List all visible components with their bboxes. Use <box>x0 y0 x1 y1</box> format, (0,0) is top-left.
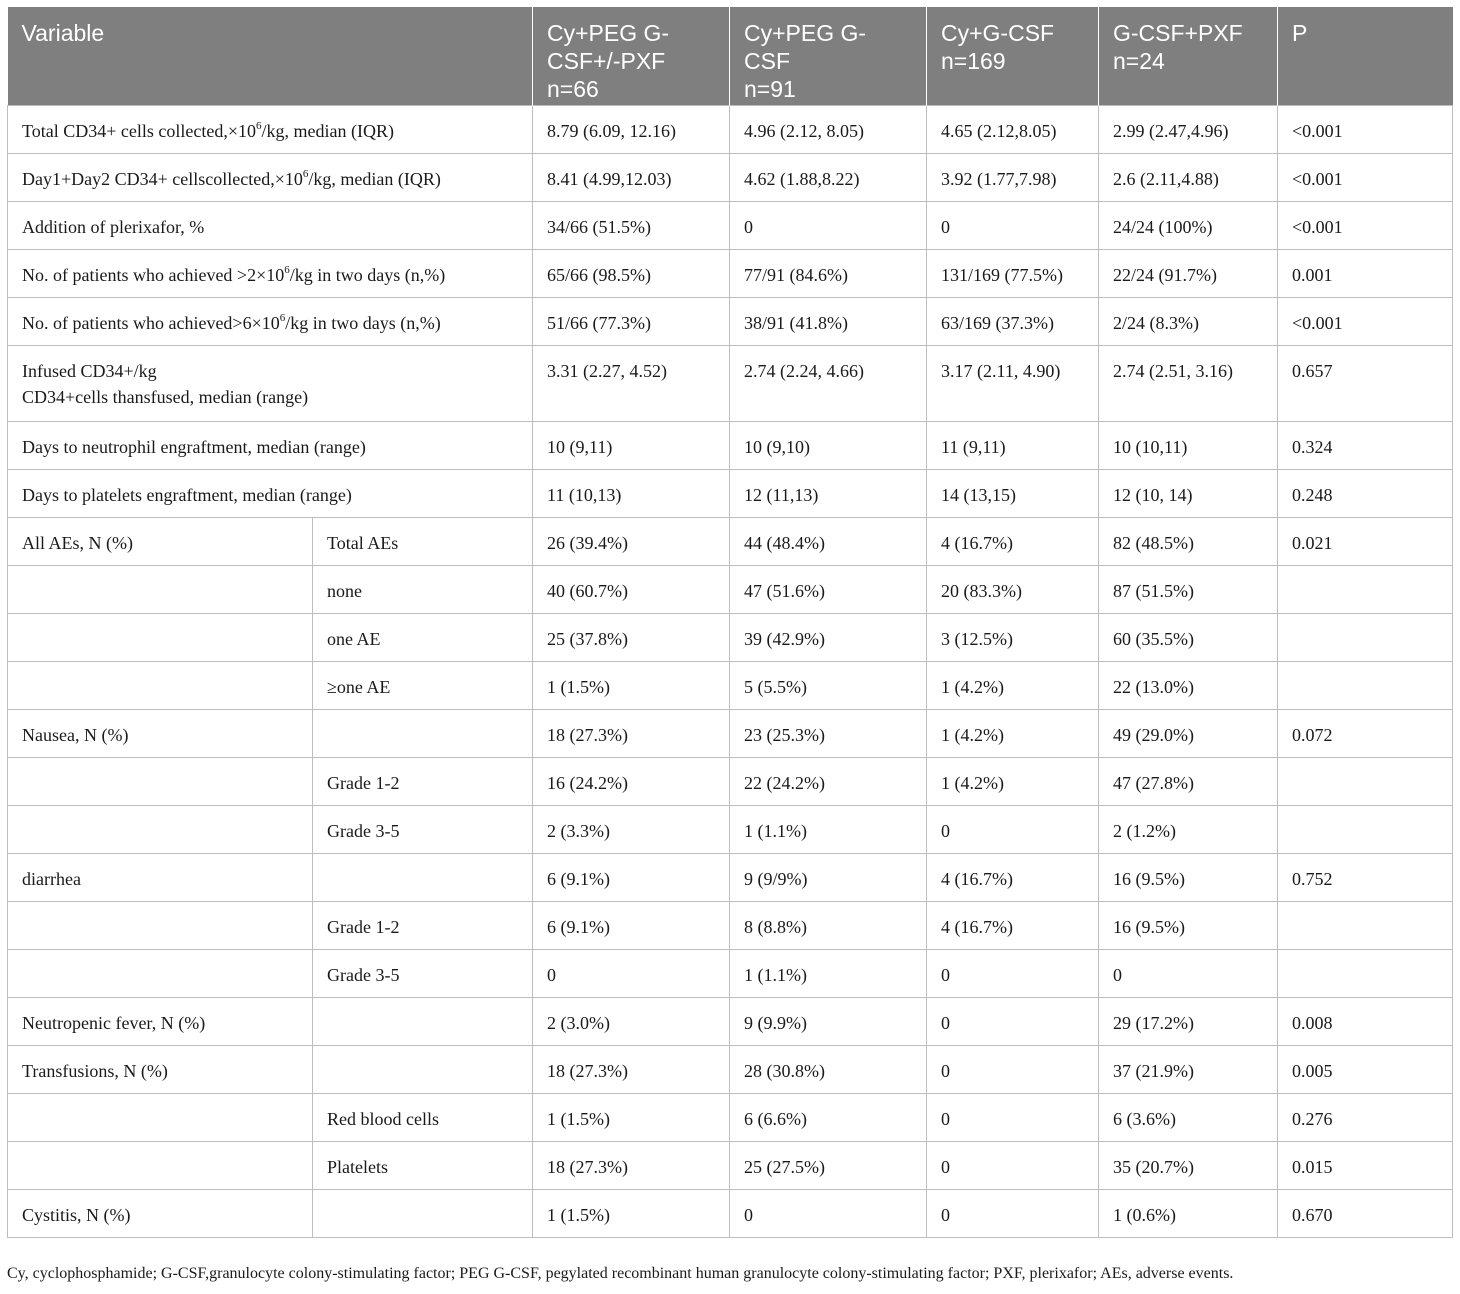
variable-cell <box>8 661 313 709</box>
gcsf-pxf-cell: 87 (51.5%) <box>1099 565 1278 613</box>
cy-gcsf-cell: 1 (4.2%) <box>927 757 1099 805</box>
variable-label: All AEs, N (%) <box>22 532 133 553</box>
variable-cell <box>8 469 533 517</box>
results-table <box>7 7 1453 1238</box>
table-row <box>8 1093 1453 1141</box>
variable-cell <box>8 153 533 201</box>
table-row <box>8 709 1453 757</box>
column-header: Cy+G-CSF n=169 <box>927 7 1099 105</box>
gcsf-pxf-cell: 1 (0.6%) <box>1099 1189 1278 1237</box>
gcsf-pxf-cell: 22 (13.0%) <box>1099 661 1278 709</box>
cy-peg-gcsf-pxf-cell: 26 (39.4%) <box>533 517 730 565</box>
gcsf-pxf-cell: 10 (10,11) <box>1099 421 1278 469</box>
cy-peg-gcsf-pxf-cell: 18 (27.3%) <box>533 1141 730 1189</box>
variable-label-suffix: /kg in two days (n,%) <box>289 264 446 285</box>
table-row <box>8 297 1453 345</box>
p-value-cell: 0.072 <box>1278 709 1453 757</box>
subcategory-cell: none <box>313 565 533 613</box>
cy-gcsf-cell: 3 (12.5%) <box>927 613 1099 661</box>
cy-peg-gcsf-cell: 9 (9/9%) <box>730 853 927 901</box>
variable-cell <box>8 345 533 421</box>
variable-label: No. of patients who achieved>6×10 <box>22 312 280 333</box>
cy-gcsf-cell: 4 (16.7%) <box>927 517 1099 565</box>
p-value-cell: <0.001 <box>1278 201 1453 249</box>
column-header: Variable <box>8 7 533 105</box>
p-value-cell <box>1278 901 1453 949</box>
table-row <box>8 997 1453 1045</box>
cy-peg-gcsf-cell: 10 (9,10) <box>730 421 927 469</box>
p-value-cell <box>1278 757 1453 805</box>
variable-label: Days to platelets engraftment, median (range) <box>22 484 352 505</box>
column-header: G-CSF+PXF n=24 <box>1099 7 1278 105</box>
cy-peg-gcsf-pxf-cell: 1 (1.5%) <box>533 1093 730 1141</box>
cy-peg-gcsf-pxf-cell: 8.41 (4.99,12.03) <box>533 153 730 201</box>
column-header: Cy+PEG G- CSF+/-PXF n=66 <box>533 7 730 105</box>
cy-peg-gcsf-pxf-cell: 6 (9.1%) <box>533 901 730 949</box>
gcsf-pxf-cell: 2 (1.2%) <box>1099 805 1278 853</box>
subcategory-cell: Grade 3-5 <box>313 949 533 997</box>
subcategory-cell <box>313 1045 533 1093</box>
table-row <box>8 153 1453 201</box>
cy-peg-gcsf-cell: 39 (42.9%) <box>730 613 927 661</box>
p-value-cell: 0.324 <box>1278 421 1453 469</box>
table-row <box>8 469 1453 517</box>
p-value-cell: 0.248 <box>1278 469 1453 517</box>
p-value-cell <box>1278 661 1453 709</box>
cy-gcsf-cell: 14 (13,15) <box>927 469 1099 517</box>
gcsf-pxf-cell: 29 (17.2%) <box>1099 997 1278 1045</box>
cy-peg-gcsf-pxf-cell: 1 (1.5%) <box>533 661 730 709</box>
gcsf-pxf-cell: 49 (29.0%) <box>1099 709 1278 757</box>
variable-label: Total CD34+ cells collected,×10 <box>22 120 256 141</box>
cy-gcsf-cell: 3.17 (2.11, 4.90) <box>927 345 1099 421</box>
table-row <box>8 345 1453 421</box>
cy-peg-gcsf-cell: 0 <box>730 201 927 249</box>
table-row <box>8 901 1453 949</box>
variable-cell <box>8 297 533 345</box>
variable-cell <box>8 517 313 565</box>
table-row <box>8 249 1453 297</box>
cy-peg-gcsf-pxf-cell: 2 (3.0%) <box>533 997 730 1045</box>
table-row <box>8 1189 1453 1237</box>
cy-gcsf-cell: 3.92 (1.77,7.98) <box>927 153 1099 201</box>
gcsf-pxf-cell: 82 (48.5%) <box>1099 517 1278 565</box>
gcsf-pxf-cell: 12 (10, 14) <box>1099 469 1278 517</box>
p-value-cell <box>1278 613 1453 661</box>
superscript-exponent: 6 <box>255 119 262 132</box>
gcsf-pxf-cell: 6 (3.6%) <box>1099 1093 1278 1141</box>
gcsf-pxf-cell: 37 (21.9%) <box>1099 1045 1278 1093</box>
variable-label: diarrhea <box>22 868 81 889</box>
cy-peg-gcsf-cell: 1 (1.1%) <box>730 949 927 997</box>
variable-cell <box>8 709 313 757</box>
variable-label-suffix: /kg, median (IQR) <box>308 168 441 189</box>
variable-label: Days to neutrophil engraftment, median (range) <box>22 436 366 457</box>
p-value-cell <box>1278 805 1453 853</box>
cy-peg-gcsf-cell: 12 (11,13) <box>730 469 927 517</box>
cy-peg-gcsf-pxf-cell: 11 (10,13) <box>533 469 730 517</box>
cy-gcsf-cell: 0 <box>927 805 1099 853</box>
cy-peg-gcsf-pxf-cell: 8.79 (6.09, 12.16) <box>533 105 730 153</box>
variable-cell <box>8 613 313 661</box>
variable-label-suffix: /kg in two days (n,%) <box>285 312 441 333</box>
cy-peg-gcsf-cell: 23 (25.3%) <box>730 709 927 757</box>
cy-peg-gcsf-cell: 25 (27.5%) <box>730 1141 927 1189</box>
cy-peg-gcsf-pxf-cell: 18 (27.3%) <box>533 1045 730 1093</box>
cy-gcsf-cell: 131/169 (77.5%) <box>927 249 1099 297</box>
cy-peg-gcsf-cell: 6 (6.6%) <box>730 1093 927 1141</box>
variable-cell <box>8 1093 313 1141</box>
cy-gcsf-cell: 4 (16.7%) <box>927 901 1099 949</box>
subcategory-cell: Grade 3-5 <box>313 805 533 853</box>
table-row <box>8 661 1453 709</box>
variable-label: Infused CD34+/kg CD34+cells thansfused, median (range) <box>22 360 309 407</box>
cy-peg-gcsf-cell: 4.62 (1.88,8.22) <box>730 153 927 201</box>
subcategory-cell <box>313 997 533 1045</box>
p-value-cell <box>1278 565 1453 613</box>
variable-label: Addition of plerixafor, % <box>22 216 205 237</box>
cy-gcsf-cell: 0 <box>927 1045 1099 1093</box>
variable-cell <box>8 901 313 949</box>
cy-gcsf-cell: 63/169 (37.3%) <box>927 297 1099 345</box>
variable-label: Neutropenic fever, N (%) <box>22 1012 206 1033</box>
p-value-cell: 0.752 <box>1278 853 1453 901</box>
variable-cell <box>8 105 533 153</box>
table-row <box>8 1141 1453 1189</box>
subcategory-cell <box>313 1189 533 1237</box>
p-value-cell: 0.005 <box>1278 1045 1453 1093</box>
variable-cell <box>8 949 313 997</box>
table-body <box>8 105 1453 1237</box>
cy-gcsf-cell: 0 <box>927 1189 1099 1237</box>
cy-peg-gcsf-cell: 8 (8.8%) <box>730 901 927 949</box>
p-value-cell: <0.001 <box>1278 297 1453 345</box>
subcategory-cell: Platelets <box>313 1141 533 1189</box>
superscript-exponent: 6 <box>284 263 290 276</box>
cy-peg-gcsf-cell: 28 (30.8%) <box>730 1045 927 1093</box>
cy-gcsf-cell: 0 <box>927 1141 1099 1189</box>
cy-peg-gcsf-cell: 4.96 (2.12, 8.05) <box>730 105 927 153</box>
cy-peg-gcsf-cell: 0 <box>730 1189 927 1237</box>
variable-cell <box>8 1045 313 1093</box>
subcategory-cell: ≥one AE <box>313 661 533 709</box>
variable-cell <box>8 997 313 1045</box>
cy-gcsf-cell: 0 <box>927 201 1099 249</box>
variable-label: Transfusions, N (%) <box>22 1060 168 1081</box>
gcsf-pxf-cell: 35 (20.7%) <box>1099 1141 1278 1189</box>
subcategory-cell: Grade 1-2 <box>313 901 533 949</box>
p-value-cell: 0.001 <box>1278 249 1453 297</box>
cy-gcsf-cell: 4 (16.7%) <box>927 853 1099 901</box>
p-value-cell: 0.008 <box>1278 997 1453 1045</box>
table-row <box>8 1045 1453 1093</box>
variable-cell <box>8 1141 313 1189</box>
gcsf-pxf-cell: 22/24 (91.7%) <box>1099 249 1278 297</box>
cy-peg-gcsf-cell: 47 (51.6%) <box>730 565 927 613</box>
cy-peg-gcsf-pxf-cell: 2 (3.3%) <box>533 805 730 853</box>
table-row <box>8 201 1453 249</box>
subcategory-cell: one AE <box>313 613 533 661</box>
cy-peg-gcsf-pxf-cell: 25 (37.8%) <box>533 613 730 661</box>
gcsf-pxf-cell: 2/24 (8.3%) <box>1099 297 1278 345</box>
table-row <box>8 421 1453 469</box>
cy-peg-gcsf-cell: 22 (24.2%) <box>730 757 927 805</box>
cy-gcsf-cell: 0 <box>927 949 1099 997</box>
cy-peg-gcsf-cell: 1 (1.1%) <box>730 805 927 853</box>
cy-gcsf-cell: 20 (83.3%) <box>927 565 1099 613</box>
cy-peg-gcsf-pxf-cell: 3.31 (2.27, 4.52) <box>533 345 730 421</box>
variable-label: Day1+Day2 CD34+ cellscollected,×10 <box>22 168 303 189</box>
p-value-cell: 0.021 <box>1278 517 1453 565</box>
cy-gcsf-cell: 0 <box>927 1093 1099 1141</box>
cy-peg-gcsf-cell: 77/91 (84.6%) <box>730 249 927 297</box>
cy-peg-gcsf-pxf-cell: 18 (27.3%) <box>533 709 730 757</box>
table-row <box>8 613 1453 661</box>
table-row <box>8 105 1453 153</box>
cy-gcsf-cell: 1 (4.2%) <box>927 661 1099 709</box>
variable-cell <box>8 805 313 853</box>
p-value-cell: <0.001 <box>1278 105 1453 153</box>
data-table-container <box>7 7 1452 1238</box>
p-value-cell: 0.015 <box>1278 1141 1453 1189</box>
p-value-cell: 0.657 <box>1278 345 1453 421</box>
column-header: P <box>1278 7 1453 105</box>
p-value-cell: 0.276 <box>1278 1093 1453 1141</box>
variable-cell <box>8 1189 313 1237</box>
column-header: Cy+PEG G- CSF n=91 <box>730 7 927 105</box>
variable-label-suffix: /kg, median (IQR) <box>261 120 394 141</box>
gcsf-pxf-cell: 0 <box>1099 949 1278 997</box>
variable-cell <box>8 201 533 249</box>
cy-peg-gcsf-pxf-cell: 65/66 (98.5%) <box>533 249 730 297</box>
gcsf-pxf-cell: 16 (9.5%) <box>1099 853 1278 901</box>
variable-cell <box>8 757 313 805</box>
variable-cell <box>8 421 533 469</box>
subcategory-cell <box>313 709 533 757</box>
cy-peg-gcsf-pxf-cell: 6 (9.1%) <box>533 853 730 901</box>
cy-peg-gcsf-cell: 5 (5.5%) <box>730 661 927 709</box>
table-row <box>8 949 1453 997</box>
cy-peg-gcsf-cell: 44 (48.4%) <box>730 517 927 565</box>
variable-label: Nausea, N (%) <box>22 724 129 745</box>
subcategory-cell: Total AEs <box>313 517 533 565</box>
variable-cell <box>8 853 313 901</box>
cy-peg-gcsf-pxf-cell: 51/66 (77.3%) <box>533 297 730 345</box>
cy-gcsf-cell: 4.65 (2.12,8.05) <box>927 105 1099 153</box>
cy-peg-gcsf-pxf-cell: 40 (60.7%) <box>533 565 730 613</box>
variable-label: Cystitis, N (%) <box>22 1204 131 1225</box>
p-value-cell <box>1278 949 1453 997</box>
gcsf-pxf-cell: 2.6 (2.11,4.88) <box>1099 153 1278 201</box>
gcsf-pxf-cell: 60 (35.5%) <box>1099 613 1278 661</box>
table-row <box>8 757 1453 805</box>
cy-peg-gcsf-cell: 2.74 (2.24, 4.66) <box>730 345 927 421</box>
cy-peg-gcsf-pxf-cell: 0 <box>533 949 730 997</box>
cy-gcsf-cell: 1 (4.2%) <box>927 709 1099 757</box>
cy-peg-gcsf-cell: 9 (9.9%) <box>730 997 927 1045</box>
table-row <box>8 517 1453 565</box>
cy-peg-gcsf-cell: 38/91 (41.8%) <box>730 297 927 345</box>
gcsf-pxf-cell: 2.99 (2.47,4.96) <box>1099 105 1278 153</box>
table-footnote: Cy, cyclophosphamide; G-CSF,granulocyte colony-stimulating factor; PEG G-CSF, pegylated recombinant human granulocyte colony-stimulating factor; PXF, plerixafor; AEs, adverse events. <box>7 1265 1234 1282</box>
gcsf-pxf-cell: 2.74 (2.51, 3.16) <box>1099 345 1278 421</box>
cy-gcsf-cell: 0 <box>927 997 1099 1045</box>
superscript-exponent: 6 <box>302 167 309 180</box>
cy-peg-gcsf-pxf-cell: 34/66 (51.5%) <box>533 201 730 249</box>
superscript-exponent: 6 <box>279 311 286 324</box>
table-row <box>8 805 1453 853</box>
variable-cell <box>8 249 533 297</box>
table-row <box>8 565 1453 613</box>
p-value-cell: <0.001 <box>1278 153 1453 201</box>
gcsf-pxf-cell: 47 (27.8%) <box>1099 757 1278 805</box>
subcategory-cell: Grade 1-2 <box>313 757 533 805</box>
subcategory-cell <box>313 853 533 901</box>
cy-gcsf-cell: 11 (9,11) <box>927 421 1099 469</box>
gcsf-pxf-cell: 24/24 (100%) <box>1099 201 1278 249</box>
gcsf-pxf-cell: 16 (9.5%) <box>1099 901 1278 949</box>
variable-label: No. of patients who achieved >2×10 <box>22 264 285 285</box>
p-value-cell: 0.670 <box>1278 1189 1453 1237</box>
cy-peg-gcsf-pxf-cell: 1 (1.5%) <box>533 1189 730 1237</box>
subcategory-cell: Red blood cells <box>313 1093 533 1141</box>
cy-peg-gcsf-pxf-cell: 16 (24.2%) <box>533 757 730 805</box>
variable-cell <box>8 565 313 613</box>
table-row <box>8 853 1453 901</box>
cy-peg-gcsf-pxf-cell: 10 (9,11) <box>533 421 730 469</box>
header-row <box>8 7 1453 105</box>
